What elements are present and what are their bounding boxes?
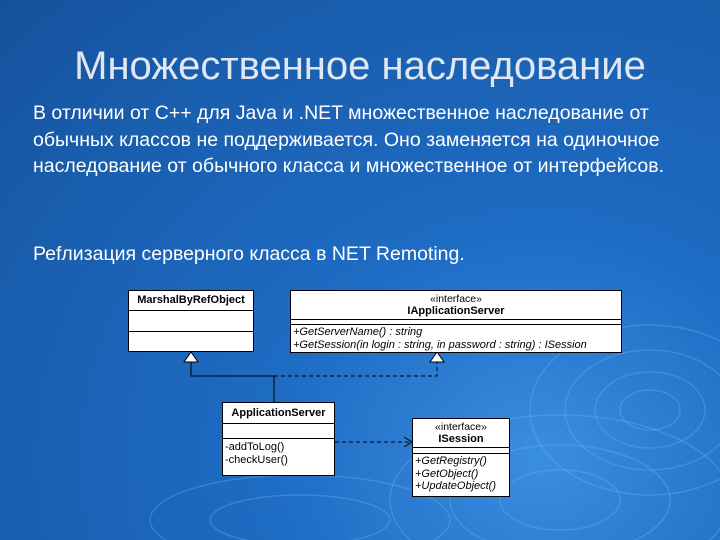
method: +GetSession(in login : string, in password : string) : ISession <box>293 338 587 351</box>
class-name: ApplicationServer <box>223 403 334 424</box>
slide-title: Множественное наследование <box>74 44 646 88</box>
realization-arrowhead <box>430 352 444 362</box>
inheritance-arrowhead <box>184 352 198 362</box>
method: +UpdateObject() <box>415 480 497 492</box>
operations-section <box>223 439 334 466</box>
stereotype-label: «interface» <box>430 293 482 305</box>
class-applicationserver <box>222 402 335 476</box>
class-marshalbyrefobject <box>128 290 254 352</box>
method: -addToLog() <box>225 441 285 453</box>
interface-iapplicationserver <box>290 290 622 353</box>
operations-section <box>291 325 621 351</box>
method: -checkUser() <box>225 453 288 466</box>
method: +GetServerName() : string <box>293 326 423 338</box>
interface-isession <box>412 418 510 497</box>
paragraph-inheritance: В отличии от C++ для Java и .NET множественное наследование от обычных классов не поддерживается. Оно заменяется на одиночное наследование от обычного класса и множественное от интерфейсов. <box>33 102 665 177</box>
class-name: MarshalByRefObject <box>129 291 253 311</box>
method: +GetObject() <box>415 467 479 480</box>
attributes-section <box>223 424 334 439</box>
realization-line-iappserver <box>274 362 437 376</box>
operations-section <box>413 454 509 493</box>
interface-name: ISession <box>438 433 484 445</box>
inheritance-line <box>191 362 274 402</box>
operations-section <box>129 332 253 350</box>
paragraph-remoting: Реfлизация серверного класса в NET Remoting. <box>33 243 465 265</box>
attributes-section <box>129 311 253 332</box>
stereotype-label: «interface» <box>435 421 487 433</box>
interface-name: IApplicationServer <box>407 305 505 317</box>
method: +GetRegistry() <box>415 455 487 467</box>
